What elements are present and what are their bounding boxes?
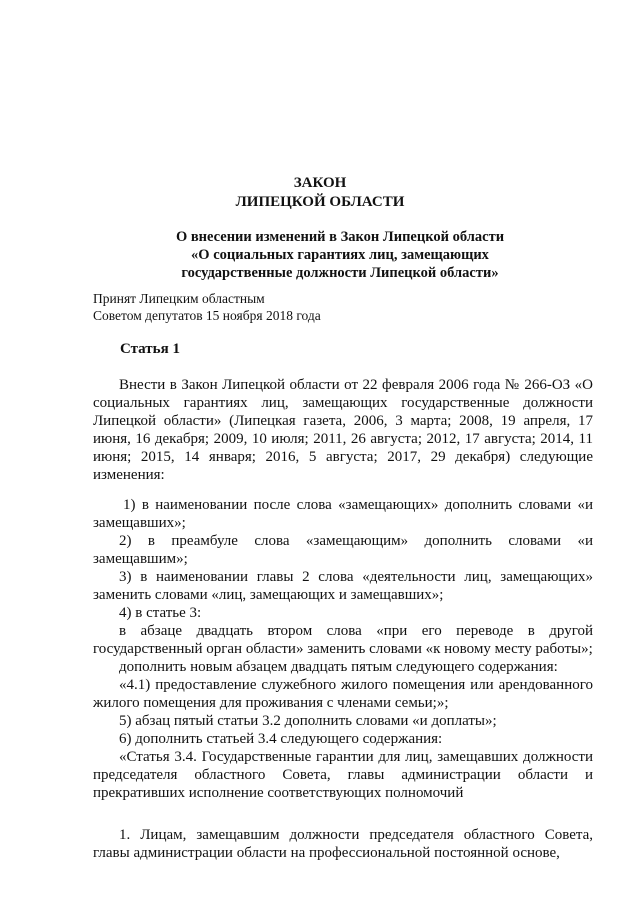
amendment-item: 3) в наименовании главы 2 слова «деятельности лиц, замещающих» заменить словами «лиц, замещающих и замещавших»; xyxy=(93,569,593,603)
point-paragraph: 1. Лицам, замещавшим должности председателя областного Совета, главы администрации области на профессиональной постоянной основе, xyxy=(93,827,593,861)
amendment-list xyxy=(93,496,593,802)
adoption-line: Советом депутатов 15 ноября 2018 года xyxy=(93,308,321,323)
law-subtitle-line: «О социальных гарантиях лиц, замещающих xyxy=(191,247,489,263)
law-region: ЛИПЕЦКОЙ ОБЛАСТИ xyxy=(235,194,405,210)
amendment-item: «Статья 3.4. Государственные гарантии для лиц, замещавших должности председателя областного Совета, главы администрации области и прекративших исполнение соответствующих полномочий xyxy=(93,749,593,801)
adoption-note xyxy=(93,290,321,324)
intro-paragraph: Внести в Закон Липецкой области от 22 февраля 2006 года № 266-ОЗ «О социальных гарантиях лиц, замещающих государственные должности Липецкой области» (Липецкая газета, 2006, 3 марта; 2008, 19 апреля, 17 июня, 16 декабря; 2009, 10 июля; 2011, 26 августа; 2012, 17 августа; 2014, 11 июня; 2015, 14 января; 2016, 5 августа; 2017, 29 декабря) следующие изменения: xyxy=(93,377,593,483)
amendment-item: 4) в статье 3: xyxy=(119,605,202,621)
article-intro xyxy=(93,376,593,484)
law-subtitle-line: государственные должности Липецкой области» xyxy=(181,265,499,281)
law-subtitle-line: О внесении изменений в Закон Липецкой области xyxy=(175,229,505,245)
amendment-item: 6) дополнить статьей 3.4 следующего содержания: xyxy=(119,731,443,747)
point-1 xyxy=(93,826,593,862)
amendment-item: «4.1) предоставление служебного жилого помещения или арендованного жилого помещения для проживания с членами семьи;»; xyxy=(93,677,593,711)
adoption-line: Принят Липецким областным xyxy=(93,291,265,306)
amendment-item: дополнить новым абзацем двадцать пятым следующего содержания: xyxy=(119,659,558,675)
article-heading: Статья 1 xyxy=(120,341,180,357)
law-title: ЗАКОН xyxy=(293,175,347,191)
amendment-item: 1) в наименовании после слова «замещающих» дополнить словами «и замещавших»; xyxy=(93,497,593,531)
amendment-item: 5) абзац пятый статьи 3.2 дополнить словами «и доплаты»; xyxy=(119,713,497,729)
amendment-item: в абзаце двадцать втором слова «при его переводе в другой государственный орган области» заменить словами «к новому месту работы»; xyxy=(93,623,593,657)
amendment-item: 2) в преамбуле слова «замещающим» дополнить словами «и замещавшим»; xyxy=(93,533,593,567)
